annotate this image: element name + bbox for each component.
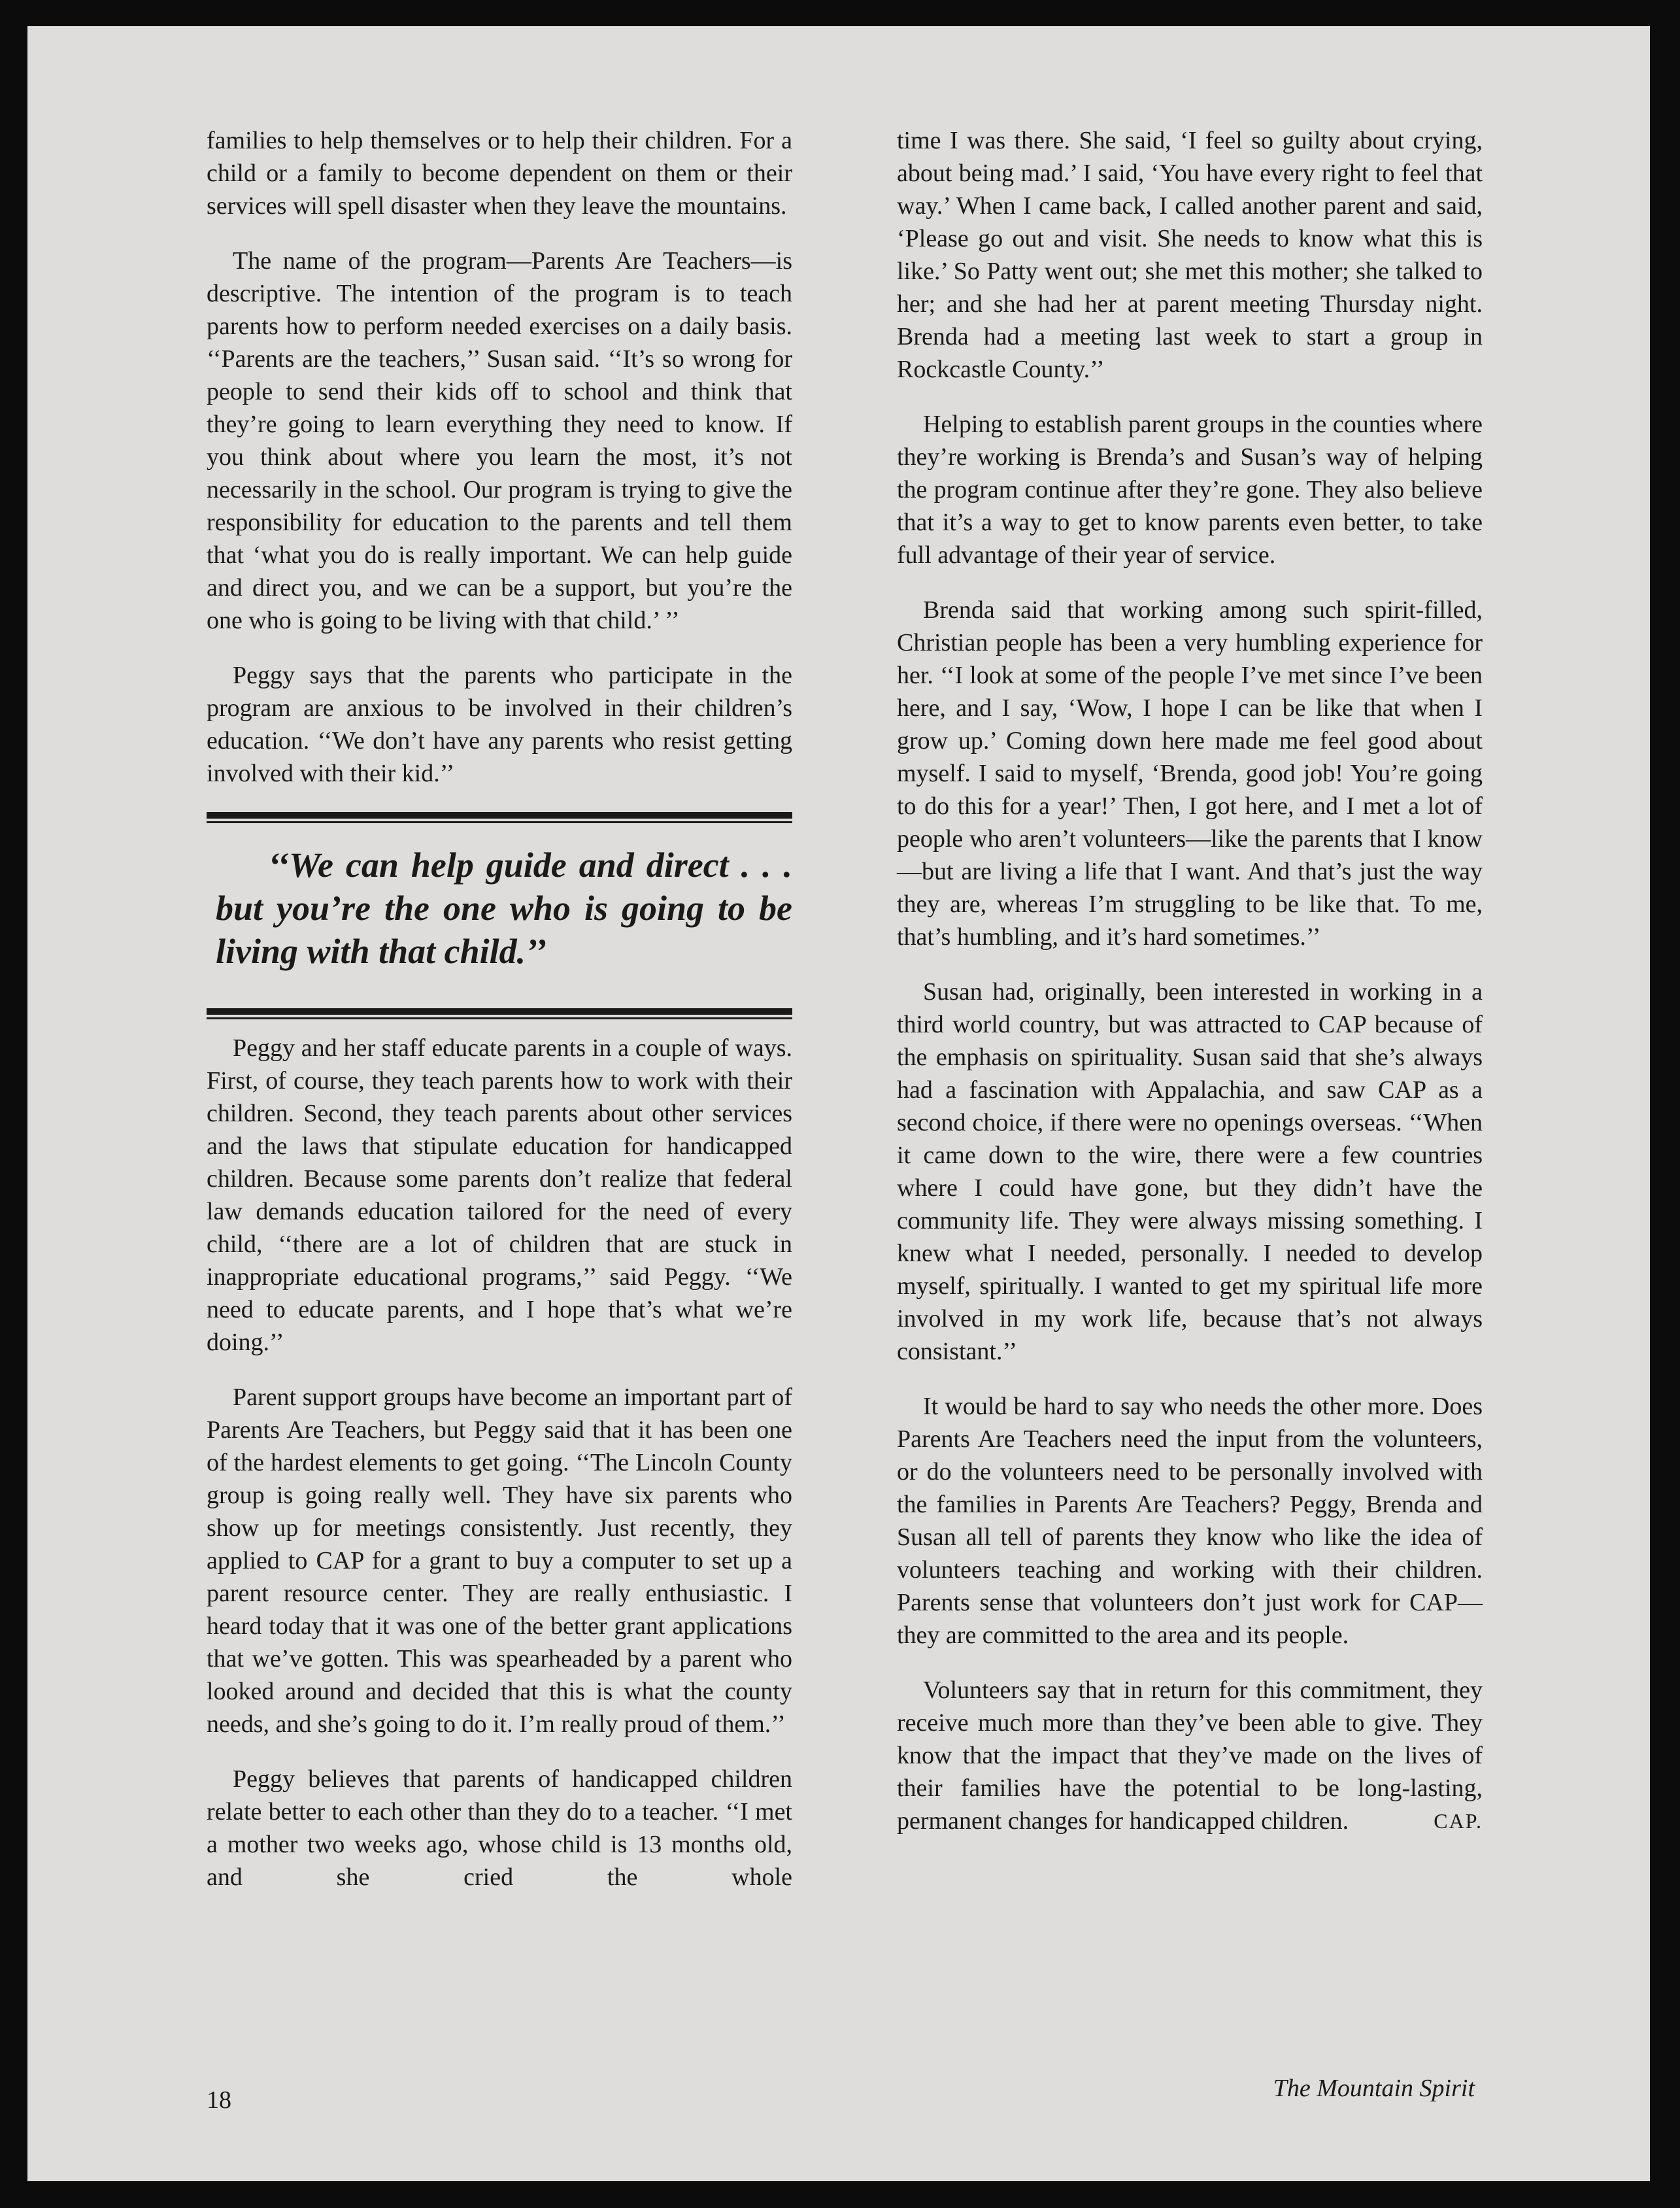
body-paragraph: Susan had, originally, been interested in working in a third world country, but was attracted to CAP because of the emphasis on spirituality. Susan said that she’s always had a fascination with Appalachia, and saw CAP as a second choice, if there were no openings overseas. ‘‘When it came down to the wire, there were a few countries where I could have gone, but they didn’t have the community life. They were always missing something. I knew what I needed, personally. I needed to develop myself, spiritually. I wanted to get my spiritual life more involved in my work life, because that’s not always consistant.’’	[897, 978, 1483, 1365]
magazine-page	[27, 26, 1650, 2181]
body-paragraph: It would be hard to say who needs the other more. Does Parents Are Teachers need the input from the volunteers, or do the volunteers need to be personally involved with the families in Parents Are Teachers? Peggy, Brenda and Susan all tell of parents they know who like the idea of volunteers teaching and working with their children. Parents sense that volunteers don’t just work for CAP—they are committed to the area and its people.	[897, 1393, 1483, 1649]
article-signoff: CAP.	[1434, 1809, 1483, 1833]
body-paragraph: Parent support groups have become an important part of Parents Are Teachers, but Peggy said that it has been one of the hardest elements to get going. ‘‘The Lincoln County group is going really well. They have six parents who show up for meetings consistently. Just recently, they applied to CAP for a grant to buy a computer to set up a parent resource center. They are really enthusiastic. I heard today that it was one of the better grant applications that we’ve gotten. This was spearheaded by a parent who looked around and decided that this is what the county needs, and she’s going to do it. I’m really proud of them.’’	[207, 1384, 792, 1738]
body-paragraph: Peggy and her staff educate parents in a couple of ways. First, of course, they teach parents how to work with their children. Second, they teach parents about other services and the laws that stipulate education for handicapped children. Because some parents don’t realize that federal law demands education tailored for the need of every child, ‘‘there are a lot of children that are stuck in inappropriate educational programs,’’ said Peggy. ‘‘We need to educate parents, and I hope that’s what we’re doing.’’	[207, 1034, 792, 1356]
right-column	[897, 124, 1483, 1860]
body-paragraph: The name of the program—Parents Are Teachers—is descriptive. The intention of the program is to teach parents how to perform needed exercises on a daily basis. ‘‘Parents are the teachers,’’ Susan said. ‘‘It’s so wrong for people to send their kids off to school and think that they’re going to learn everything they need to know. If you think about where you learn the most, it’s not necessarily in the school. Our program is trying to give the responsibility for education to the parents and tell them that ‘what you do is really important. We can help guide and direct you, and we can be a support, but you’re the one who is going to be living with that child.’ ’’	[207, 247, 792, 634]
body-paragraph: Brenda said that working among such spirit-filled, Christian people has been a very humbling experience for her. ‘‘I look at some of the people I’ve met since I’ve been here, and I say, ‘Wow, I hope I can be like that when I grow up.’ Coming down here made me feel good about myself. I said to myself, ‘Brenda, good job! You’re going to do this for a year!’ Then, I got here, and I met a lot of people who aren’t volunteers—like the parents that I know—but are living a life that I want. And that’s just the way they are, whereas I’m struggling to be like that. To me, that’s humbling, and it’s hard sometimes.’’	[897, 596, 1483, 951]
body-paragraph-final	[897, 1674, 1483, 1837]
pull-quote: ‘‘We can help guide and direct . . . but you’re the one who is going to be living with that child.’’	[216, 845, 792, 971]
body-paragraph: Peggy believes that parents of handicapped children relate better to each other than they do to a teacher. ‘‘I met a mother two weeks ago, whose child is 13 months old, and she cried the whole	[207, 1765, 792, 1891]
pullquote-bottom-rule	[207, 1008, 792, 1020]
pullquote-top-rule	[207, 812, 792, 824]
body-paragraph: families to help themselves or to help their children. For a child or a family to become dependent on them or their services will spell disaster when they leave the mountains.	[207, 127, 792, 220]
body-paragraph: time I was there. She said, ‘I feel so guilty about crying, about being mad.’ I said, ‘You have every right to feel that way.’ When I came back, I called another parent and said, ‘Please go out and visit. She needs to know what this is like.’ So Patty went out; she met this mother; she talked to her; and she had her at parent meeting Thursday night. Brenda had a meeting last week to start a group in Rockcastle County.’’	[897, 127, 1483, 383]
publication-title: The Mountain Spirit	[1273, 2075, 1475, 2102]
left-column	[207, 124, 792, 1916]
page-number: 18	[207, 2086, 231, 2114]
body-paragraph: Peggy says that the parents who participate in the program are anxious to be involved in their children’s education. ‘‘We don’t have any parents who resist getting involved with their kid.’’	[207, 662, 792, 787]
body-paragraph: Helping to establish parent groups in the counties where they’re working is Brenda’s and Susan’s way of helping the program continue after they’re gone. They also believe that it’s a way to get to know parents even better, to take full advantage of their year of service.	[897, 411, 1483, 569]
rule-thick-line	[207, 1008, 792, 1015]
final-paragraph-text: Volunteers say that in return for this commitment, they receive much more than they’ve been able to give. They know that the impact that they’ve made on the lives of their families have the potential to be long-lasting, permanent changes for handicapped children.	[897, 1676, 1483, 1835]
rule-thin-line	[207, 1017, 792, 1019]
rule-thick-line	[207, 812, 792, 819]
rule-thin-line	[207, 821, 792, 823]
